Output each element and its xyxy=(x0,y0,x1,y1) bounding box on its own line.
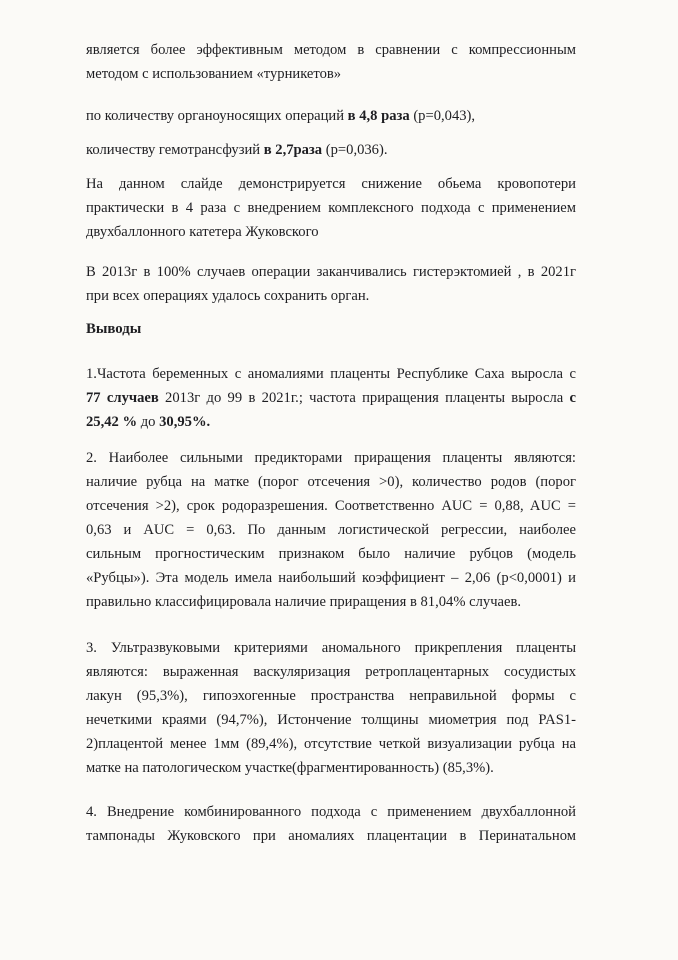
text-line: В 2013г в 100% случаев операции заканчивались гистерэктомией , в 2021г xyxy=(86,264,576,280)
text-run: (p=0,043), xyxy=(409,108,476,124)
paragraph-method-comparison xyxy=(86,38,576,86)
text-line: при всех операциях удалось сохранить орган. xyxy=(86,288,370,304)
text-line: На данном слайде демонстрируется снижение обьема кровопотери xyxy=(86,176,576,192)
paragraph-blood-loss xyxy=(86,172,576,244)
bold-value: с xyxy=(569,390,576,406)
text-line: двухбаллонного катетера Жуковского xyxy=(86,224,319,240)
text-line: отсечения >2), срок родоразрешения. Соответственно AUC = 0,88, AUC = xyxy=(86,498,576,514)
conclusions-heading: Выводы xyxy=(86,321,142,337)
text-line: 4. Внедрение комбинированного подхода с применением двухбаллонной xyxy=(86,804,576,820)
text-line: 0,63 и AUC = 0,63. По данным логистической регрессии, наиболее xyxy=(86,522,576,538)
text-line: 2. Наиболее сильными предикторами приращения плаценты являются: xyxy=(86,450,576,466)
text-run: (p=0,036). xyxy=(322,142,388,158)
paragraph-organ-removal xyxy=(86,104,576,128)
bold-value: в 4,8 раза xyxy=(347,108,410,124)
conclusion-3 xyxy=(86,636,576,780)
text-line: тампонады Жуковского при аномалиях плацентации в Перинатальном xyxy=(86,828,576,844)
text-line: наличие рубца на матке (порог отсечения >0), количество родов (порог xyxy=(86,474,576,490)
bold-value: 25,42 % xyxy=(86,414,138,430)
text-line: 2)плацентой менее 1мм (89,4%), отсутствие четкой визуализации рубца на xyxy=(86,736,576,752)
text-line: сильным прогностическим признаком было наличие рубцов (модель xyxy=(86,546,576,562)
text-line: «Рубцы»). Эта модель имела наибольший коэффициент – 2,06 (p<0,0001) и xyxy=(86,570,576,586)
text-line xyxy=(86,138,576,162)
conclusion-2 xyxy=(86,446,576,614)
text-run: по количеству органоуносящих операций xyxy=(86,108,348,124)
text-line: практически в 4 раза с внедрением комплексного подхода с применением xyxy=(86,200,576,216)
text-line: является более эффективным методом в сравнении с компрессионным xyxy=(86,42,576,58)
text-line xyxy=(86,410,576,434)
bold-value: в 2,7раза xyxy=(263,142,323,158)
paragraph-transfusions xyxy=(86,138,576,162)
text-line: правильно классифицировала наличие приращения в 81,04% случаев. xyxy=(86,594,522,610)
text-run: количеству гемотрансфузий xyxy=(86,142,264,158)
text-line: методом с использованием «турникетов» xyxy=(86,66,342,82)
text-line: лакун (95,3%), гипоэхогенные пространства неправильной формы с xyxy=(86,688,576,704)
text-line: являются: выраженная васкуляризация ретроплацентарных сосудистых xyxy=(86,664,576,680)
text-line xyxy=(86,104,576,128)
conclusion-1 xyxy=(86,362,576,434)
paragraph-hysterectomy xyxy=(86,260,576,308)
text-run: 2013г до 99 в 2021г.; частота приращения плаценты выросла xyxy=(158,390,570,406)
text-line: 3. Ультразвуковыми критериями аномального прикрепления плаценты xyxy=(86,640,576,656)
bold-value: 77 случаев xyxy=(86,390,159,406)
text-line xyxy=(86,386,576,410)
text-line: нечеткими краями (94,7%), Истончение толщины миометрия под PAS1- xyxy=(86,712,576,728)
bold-value: 30,95%. xyxy=(159,414,211,430)
text-run: до xyxy=(137,414,160,430)
text-line: 1.Частота беременных с аномалиями плаценты Республике Саха выросла с xyxy=(86,366,576,382)
text-line: матке на патологическом участке(фрагментированность) (85,3%). xyxy=(86,760,494,776)
conclusion-4 xyxy=(86,800,576,848)
